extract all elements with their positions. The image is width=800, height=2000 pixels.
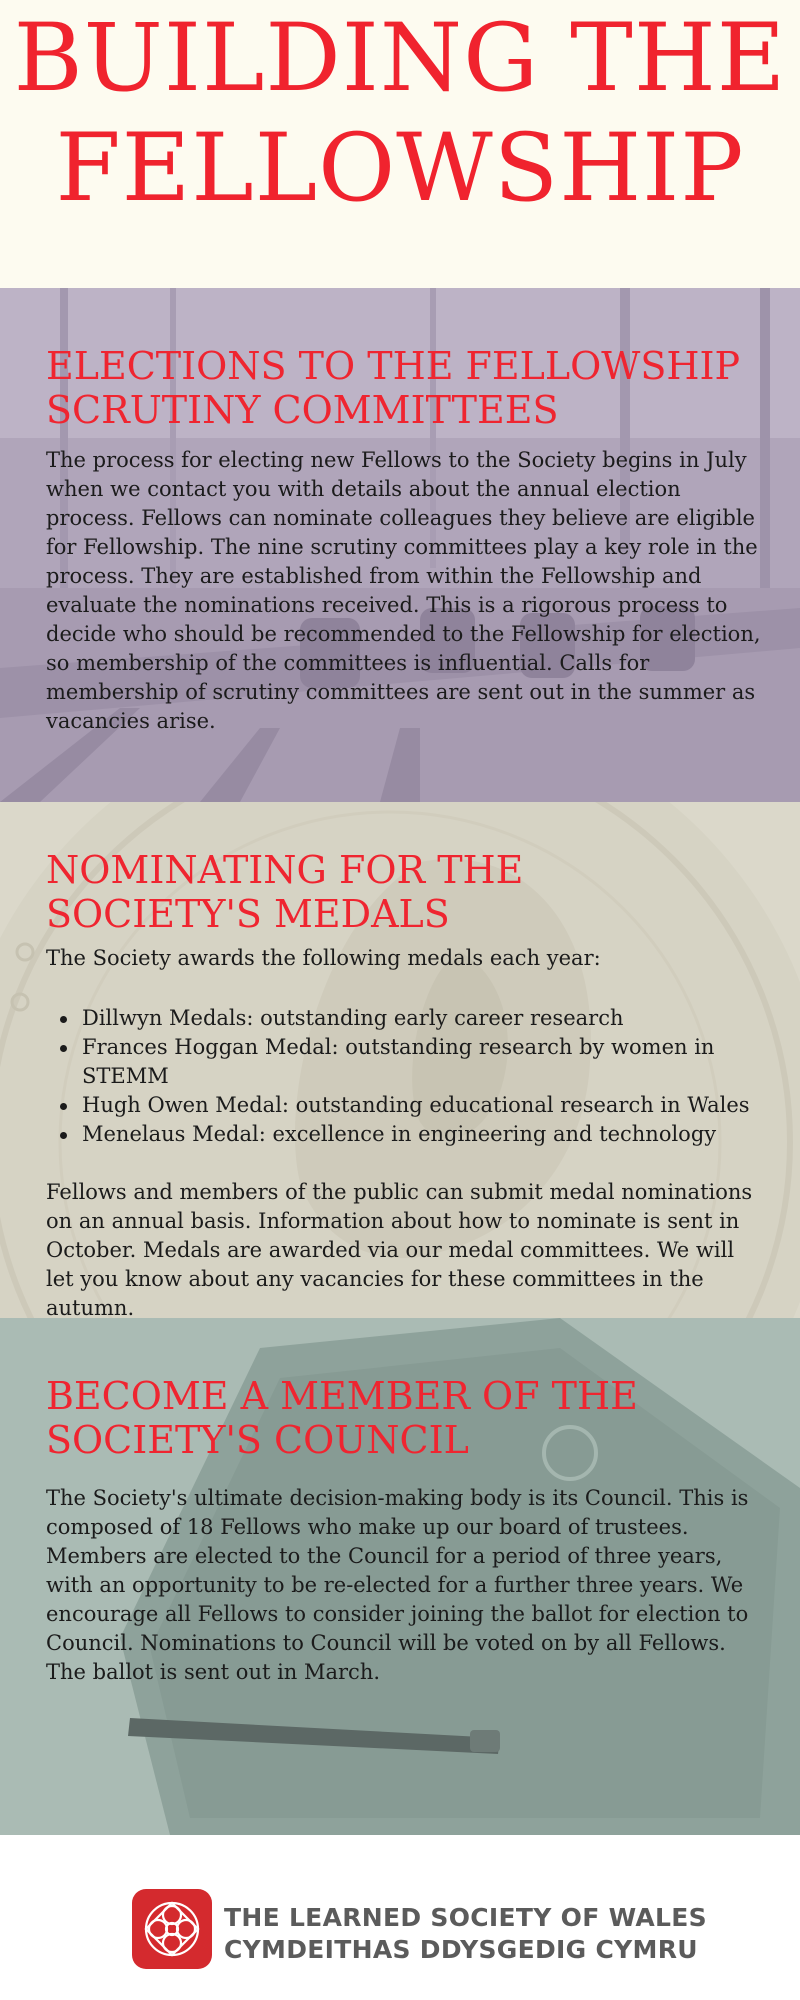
medals-intro: The Society awards the following medals each year: <box>46 946 601 970</box>
medals-title <box>46 848 766 936</box>
medals-list <box>46 1004 766 1149</box>
list-item: Frances Hoggan Medal: outstanding research by women in STEMM <box>46 1033 766 1091</box>
page-title-line-1: BUILDING THE <box>13 4 787 113</box>
elections-title <box>46 344 766 432</box>
society-logo <box>132 1889 212 1969</box>
list-item: Hugh Owen Medal: outstanding educational research in Wales <box>46 1091 766 1120</box>
org-name-welsh: CYMDEITHAS DDYSGEDIG CYMRU <box>224 1935 698 1964</box>
elections-section <box>0 288 800 802</box>
page-header <box>0 0 800 288</box>
medals-title-line-2: SOCIETY'S MEDALS <box>46 892 450 936</box>
page-title <box>0 4 800 224</box>
medals-body: Fellows and members of the public can submit medal nominations on an annual basis. Information about how to nominate is sent in October. Medals are awarded via our medal committees. We will let you know about any vacancies for these committees in the autumn. <box>46 1180 753 1318</box>
council-title-line-2: SOCIETY'S COUNCIL <box>46 1418 469 1462</box>
medals-title-line-1: NOMINATING FOR THE <box>46 848 524 892</box>
org-name-english: THE LEARNED SOCIETY OF WALES <box>224 1903 707 1932</box>
council-title-line-1: BECOME A MEMBER OF THE <box>46 1374 638 1418</box>
celtic-knot-icon <box>132 1889 212 1969</box>
elections-title-line-1: ELECTIONS TO THE FELLOWSHIP <box>46 344 741 388</box>
list-item: Dillwyn Medals: outstanding early career research <box>46 1004 766 1033</box>
medals-section <box>0 802 800 1318</box>
elections-body: The process for electing new Fellows to the Society begins in July when we contact you with details about the annual election process. Fellows can nominate colleagues they believe are eligible for Fellowship. The nine scrutiny committees play a key role in the process. They are established from within the Fellowship and evaluate the nominations received. This is a rigorous process to decide who should be recommended to the Fellowship for election, so membership of the committees is influential. Calls for membership of scrutiny committees are sent out in the summer as vacancies arise. <box>46 448 761 733</box>
page-footer <box>0 1835 800 2000</box>
council-section <box>0 1318 800 1835</box>
page-title-line-2: FELLOWSHIP <box>55 114 745 223</box>
elections-title-line-2: SCRUTINY COMMITTEES <box>46 388 559 432</box>
council-title <box>46 1374 766 1462</box>
list-item: Menelaus Medal: excellence in engineering and technology <box>46 1120 766 1149</box>
council-body: The Society's ultimate decision-making body is its Council. This is composed of 18 Fellows who make up our board of trustees. Members are elected to the Council for a period of three years, with an opportunity to be re-elected for a further three years. We encourage all Fellows to consider joining the ballot for election to Council. Nominations to Council will be voted on by all Fellows. The ballot is sent out in March. <box>46 1486 749 1684</box>
